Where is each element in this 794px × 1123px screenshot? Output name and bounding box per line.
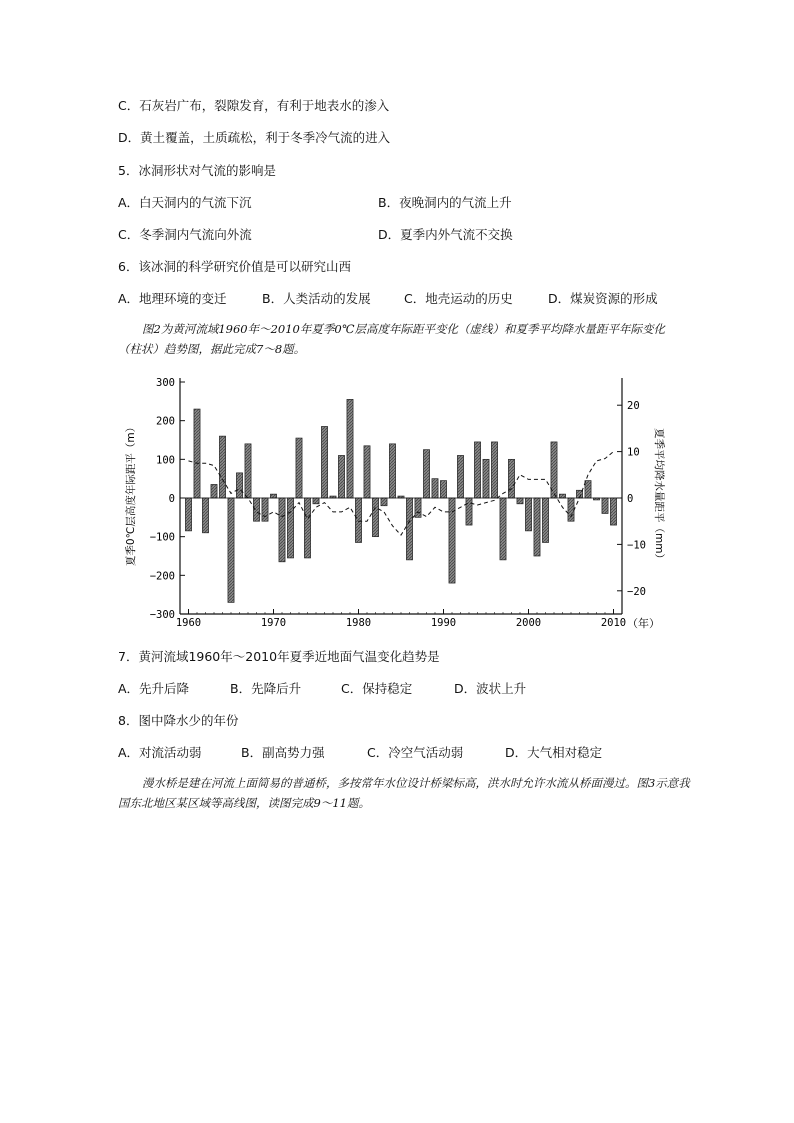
y-axis-right-label: 夏季平均降水量距平（mm）: [653, 428, 665, 564]
precip-bar: [236, 473, 242, 498]
y-left-tick-label: 200: [156, 415, 175, 428]
precip-bar: [228, 498, 234, 602]
q4-option-d: D．黄土覆盖，土质疏松，利于冬季冷气流的进入: [118, 130, 391, 145]
q6-option-d: D．煤炭资源的形成: [548, 291, 658, 306]
y-right-tick-label: −10: [627, 539, 646, 552]
precip-bar: [474, 442, 480, 498]
precip-bar: [517, 498, 523, 504]
y-left-tick-label: −200: [149, 570, 175, 583]
x-tick-label: 1980: [345, 617, 372, 629]
precip-bar: [406, 498, 412, 560]
precip-bar: [466, 498, 472, 525]
y-left-tick-label: 100: [156, 454, 175, 467]
q6-stem: 6．该冰洞的科学研究价值是可以研究山西: [118, 259, 351, 274]
precip-bar: [508, 459, 514, 498]
precip-bar: [389, 444, 395, 498]
precip-bar: [568, 498, 574, 521]
precip-bar: [347, 399, 353, 498]
y-left-tick-label: −300: [149, 609, 175, 621]
x-tick-label: 1970: [260, 617, 287, 629]
fig3-intro: 漫水桥是建在河流上面简易的普通桥，多按常年水位设计桥梁标高，洪水时允许水流从桥面漫过。图3示意我国东北地区某区域等高线图，读图完成9～11题。: [118, 776, 690, 810]
precip-bar: [542, 498, 548, 542]
q8-option-b: B．副高势力强: [241, 745, 325, 760]
q5-stem: 5．冰洞形状对气流的影响是: [118, 163, 276, 178]
x-tick-label: 1990: [430, 617, 457, 629]
y-left-tick-label: 0: [168, 493, 175, 505]
precip-bar: [253, 498, 259, 521]
precip-bar: [262, 498, 268, 521]
precip-bar: [585, 481, 591, 498]
precip-bar: [610, 498, 616, 525]
q5-option-d: D．夏季内外气流不交换: [378, 227, 513, 242]
precip-bar: [432, 479, 438, 498]
precip-bar: [355, 498, 361, 542]
q8-option-a: A．对流活动弱: [118, 745, 202, 760]
precip-bar: [279, 498, 285, 562]
y-left-tick-label: 300: [156, 377, 175, 389]
q8-option-c: C．冷空气活动弱: [367, 745, 464, 760]
precip-bar: [313, 498, 319, 504]
precip-bar: [440, 481, 446, 498]
q7-option-b: B．先降后升: [230, 681, 302, 696]
y-right-tick-label: 20: [627, 400, 640, 413]
q6-option-a: A．地理环境的变迁: [118, 291, 227, 306]
precip-bar: [372, 498, 378, 537]
precip-bar: [381, 498, 387, 506]
precip-bar: [296, 438, 302, 498]
q7-option-d: D．波状上升: [454, 681, 527, 696]
q6-option-c: C．地壳运动的历史: [404, 291, 513, 306]
precip-bar: [364, 446, 370, 498]
q6-option-b: B．人类活动的发展: [262, 291, 371, 306]
q7-option-c: C．保持稳定: [341, 681, 413, 696]
precip-bar: [185, 498, 191, 531]
precip-bar: [194, 409, 200, 498]
precip-bar: [270, 494, 276, 498]
precip-bar: [602, 498, 608, 513]
q4-option-c: C．石灰岩广布，裂隙发育，有利于地表水的渗入: [118, 98, 390, 113]
x-axis-label: （年）: [627, 617, 660, 630]
x-tick-label: 2010: [600, 617, 627, 629]
precip-bar: [559, 494, 565, 498]
y-left-tick-label: −100: [149, 531, 175, 544]
precip-bar: [304, 498, 310, 558]
q8-option-d: D．大气相对稳定: [505, 745, 603, 760]
precip-bar: [287, 498, 293, 558]
q5-option-b: B．夜晚洞内的气流上升: [378, 195, 512, 210]
q7-stem: 7．黄河流域1960年～2010年夏季近地面气温变化趋势是: [118, 649, 440, 664]
x-tick-label: 1960: [175, 617, 202, 629]
precip-bar: [534, 498, 540, 556]
precip-bar: [211, 484, 217, 498]
precip-bar: [321, 426, 327, 498]
precip-bar: [219, 436, 225, 498]
precip-bar: [423, 450, 429, 498]
q7-option-a: A．先升后降: [118, 681, 190, 696]
precip-bar: [245, 444, 251, 498]
q5-option-a: A．白天洞内的气流下沉: [118, 195, 252, 210]
precip-bar: [202, 498, 208, 533]
precip-bar: [415, 498, 421, 517]
y-axis-left-label: 夏季0℃层高度年际距平（m）: [125, 421, 137, 567]
precip-bar: [457, 455, 463, 498]
y-right-tick-label: −20: [627, 585, 646, 598]
precip-bar: [491, 442, 497, 498]
precip-bar: [483, 459, 489, 498]
y-right-tick-label: 10: [627, 446, 640, 459]
fig2-intro: 图2为黄河流域1960年～2010年夏季0℃层高度年际距平变化（虚线）和夏季平均降水量距平年际变化（柱状）趋势图，据此完成7～8题。: [118, 322, 666, 356]
q8-stem: 8．图中降水少的年份: [118, 713, 239, 728]
y-right-tick-label: 0: [627, 493, 634, 505]
x-tick-label: 2000: [515, 617, 542, 629]
precip-bar: [525, 498, 531, 531]
q5-option-c: C．冬季洞内气流向外流: [118, 227, 252, 242]
precip-bar: [338, 455, 344, 498]
precip-bar: [500, 498, 506, 560]
precipitation-chart: [118, 370, 678, 636]
freezing-level-line: [189, 452, 614, 535]
